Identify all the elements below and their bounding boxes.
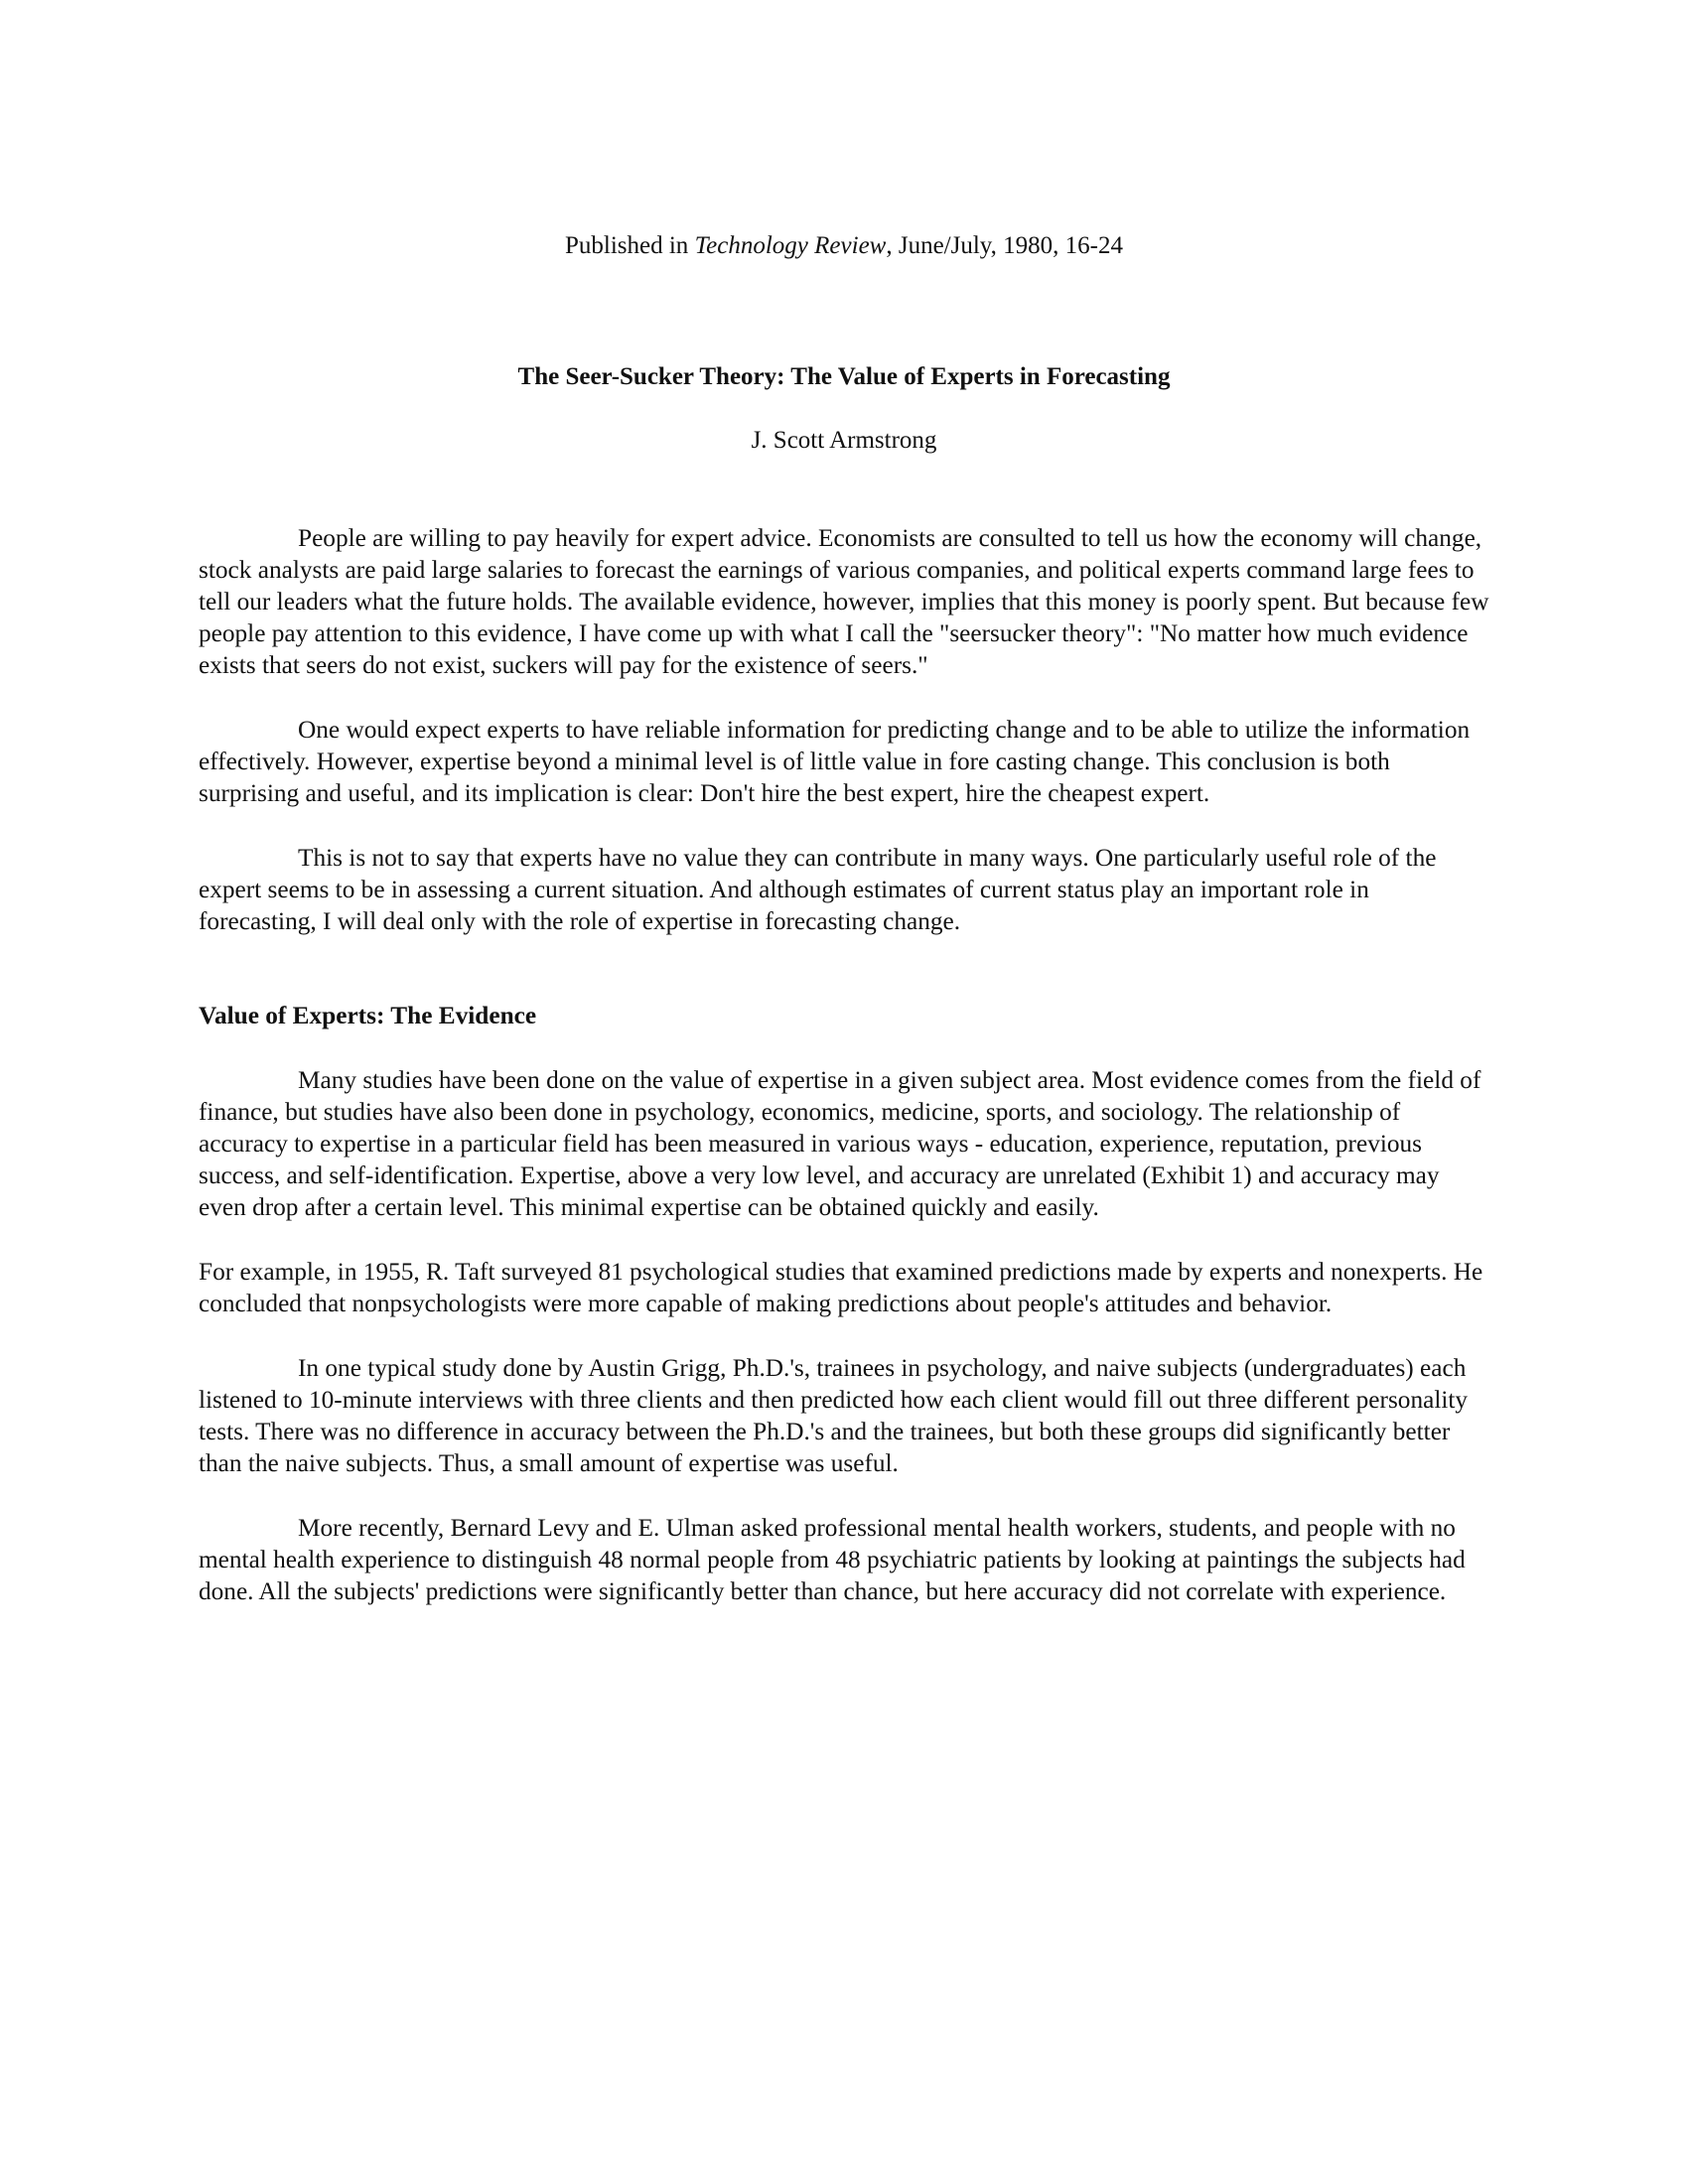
article-author: J. Scott Armstrong: [751, 427, 937, 454]
citation-suffix: , June/July, 1980, 16-24: [886, 232, 1123, 259]
paragraph-grigg-study: In one typical study done by Austin Grigg, Ph.D.'s, trainees in psychology, and naive subjects (undergraduates) each listened to 10-minute interviews with three clients and then predicted how each client would fill out three different personality tests. There was no difference in accuracy between the Ph.D.'s and the trainees, but both these groups did significantly better than the naive subjects. Thus, a small amount of expertise was useful.: [199, 1354, 1469, 1477]
paragraph-levy-ulman-study: More recently, Bernard Levy and E. Ulman asked professional mental health workers, students, and people with no mental health experience to distinguish 48 normal people from 48 psychiatric patients by looking at paintings the subjects had done. All the subjects' predictions were significantly better than chance, but here accuracy did not correlate with experience.: [199, 1514, 1466, 1605]
article-title: The Seer-Sucker Theory: The Value of Experts in Forecasting: [517, 363, 1171, 390]
publication-citation: [0, 230, 1688, 262]
paragraph-scope: This is not to say that experts have no value they can contribute in many ways. One particularly useful role of the expert seems to be in assessing a current situation. And although estimates of current status play an important role in forecasting, I will deal only with the role of expertise in forecasting change.: [199, 844, 1437, 935]
citation-journal: Technology Review: [694, 232, 887, 259]
section-heading: Value of Experts: The Evidence: [199, 1002, 537, 1029]
paragraph-taft-example: For example, in 1955, R. Taft surveyed 81 psychological studies that examined predictions made by experts and nonexperts. He concluded that nonpsychologists were more capable of making predictions about people's attitudes and behavior.: [199, 1258, 1483, 1317]
paragraph-intro: People are willing to pay heavily for expert advice. Economists are consulted to tell us how the economy will change, stock analysts are paid large salaries to forecast the earnings of various companies, and political experts command large fees to tell our leaders what the future holds. The available evidence, however, implies that this money is poorly spent. But because few people pay attention to this evidence, I have come up with what I call the "seersucker theory": "No matter how much evidence exists that seers do not exist, suckers will pay for the existence of seers.": [199, 524, 1489, 679]
citation-prefix: Published in: [564, 232, 695, 259]
article-body: [199, 522, 1489, 1607]
paragraph-evidence: Many studies have been done on the value of expertise in a given subject area. Most evidence comes from the field of finance, but studies have also been done in psychology, economics, medicine, sports, and sociology. The relationship of accuracy to expertise in a particular field has been measured in various ways - education, experience, reputation, previous success, and self-identification. Expertise, above a very low level, and accuracy are unrelated (Exhibit 1) and accuracy may even drop after a certain level. This minimal expertise can be obtained quickly and easily.: [199, 1066, 1481, 1221]
paragraph-expectation: One would expect experts to have reliable information for predicting change and to be able to utilize the information effectively. However, expertise beyond a minimal level is of little value in fore casting change. This conclusion is both surprising and useful, and its implication is clear: Don't hire the best expert, hire the cheapest expert.: [199, 716, 1471, 807]
